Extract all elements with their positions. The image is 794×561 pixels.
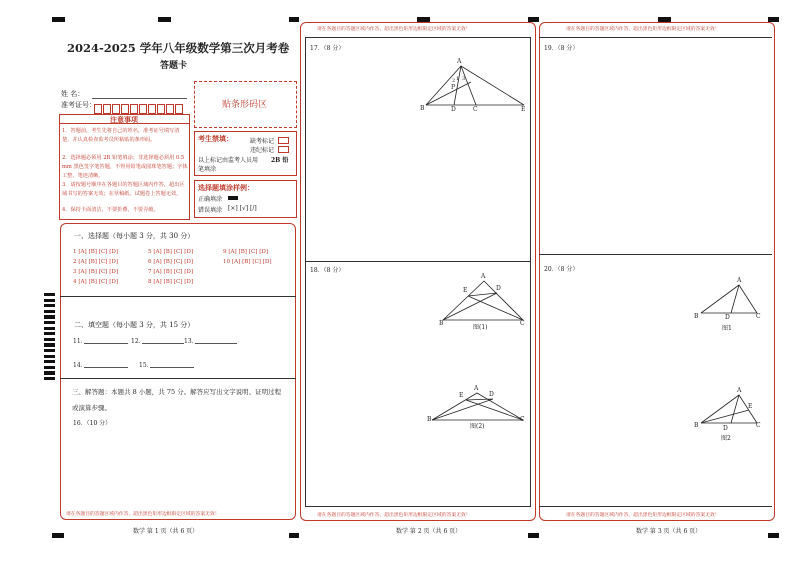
point-label: A bbox=[481, 273, 486, 280]
status-note: 以上标记由监考人员用 bbox=[198, 157, 259, 164]
q17-segment-bp bbox=[426, 82, 471, 105]
point-label: C bbox=[756, 313, 761, 320]
point-label: B bbox=[694, 313, 699, 320]
notice-item: 2．选择题必须用 2B 铅笔填涂；非选择题必须用 0.5 mm 黑色签字笔答题，不得用铅笔或圆珠笔答题；字体工整、笔迹清晰。 bbox=[62, 155, 188, 179]
q20-label: 20．（8 分） bbox=[544, 266, 579, 273]
fill-q15-label: 15． bbox=[139, 362, 153, 369]
notice-item: 1．答题前，考生先将自己的姓名，准考证号填写清楚，并认真检查监考员所粘贴的条形码。 bbox=[62, 128, 180, 143]
angle-label: 3 bbox=[462, 76, 466, 82]
wrong-fill-marks: [×] [√] [/] bbox=[228, 205, 257, 212]
q19-label: 19．（8 分） bbox=[544, 45, 579, 52]
notice-item: 4．保持卡面清洁，不要折叠、不要弄破。 bbox=[62, 207, 159, 213]
q20-box[interactable] bbox=[539, 255, 772, 507]
point-label: C bbox=[756, 422, 761, 429]
warning-text: 请在各题目的答题区域内作答，超出黑色矩形边框限定区域的答案无效！ bbox=[566, 27, 720, 32]
choice-q7[interactable]: 7 [A] [B] [C] [D] bbox=[148, 269, 194, 275]
q16-label: 16．（10 分） bbox=[73, 420, 112, 427]
point-label: D bbox=[725, 314, 730, 321]
figure-caption: 图2 bbox=[721, 435, 731, 442]
angle-label: 1 bbox=[456, 76, 460, 82]
choice-q2[interactable]: 2 [A] [B] [C] [D] bbox=[73, 259, 119, 265]
fill-title: 二、填空题（每小题 3 分，共 15 分） bbox=[74, 321, 195, 329]
figure-caption: 图(1) bbox=[473, 324, 488, 331]
point-label: C bbox=[520, 320, 525, 327]
page-footer: 数学 第 3 页（共 6 页） bbox=[636, 528, 702, 535]
q18-label: 18．（8 分） bbox=[310, 267, 345, 274]
solve-title-cont: 或演算步骤。 bbox=[72, 404, 111, 412]
point-label: E bbox=[459, 392, 464, 399]
point-label: D bbox=[723, 425, 728, 432]
name-label: 姓 名： bbox=[61, 90, 85, 98]
point-label: B bbox=[694, 422, 699, 429]
point-label: C bbox=[473, 106, 478, 113]
warning-text: 请在各题目的答题区域内作答，超出黑色矩形边框限定区域的答案无效！ bbox=[566, 513, 720, 518]
solve-title: 三、解答题：本题共 8 小题，共 75 分。解答应写出文字说明、证明过程 bbox=[72, 388, 282, 396]
fill-q11-label: 11． bbox=[73, 338, 87, 345]
point-label: D bbox=[496, 285, 501, 292]
exam-status-label: 考生禁填： bbox=[198, 134, 233, 143]
status-note-end: 笔填涂 bbox=[198, 166, 217, 173]
choice-q3[interactable]: 3 [A] [B] [C] [D] bbox=[73, 269, 119, 275]
q19-box[interactable] bbox=[539, 37, 772, 255]
choice-q4[interactable]: 4 [A] [B] [C] [D] bbox=[73, 279, 119, 285]
id-label: 准考证号： bbox=[61, 101, 96, 109]
absent-label: 缺考标记 bbox=[250, 138, 275, 145]
point-label: E bbox=[748, 403, 753, 410]
warning-text: 请在各题目的答题区域内作答，超出黑色矩形边框限定区域的答案无效！ bbox=[317, 27, 471, 32]
page-title: 2024-2025 学年八年级数学第三次月考卷 bbox=[67, 41, 290, 55]
wrong-fill-label: 错误填涂 bbox=[198, 207, 223, 214]
choice-q1[interactable]: 1 [A] [B] [C] [D] bbox=[73, 249, 119, 255]
fill-sample-title: 选择题填涂样例： bbox=[198, 183, 254, 192]
notice-title: 注意事项 bbox=[110, 115, 138, 124]
notice-item: 3．请按题号顺序在各题目的答题区域内作答，超出区域书写的答案无效；在草稿纸、试题卷上答题无效。 bbox=[62, 182, 185, 197]
fill-q12-label: 12． bbox=[131, 338, 145, 345]
angle-label: 2 bbox=[452, 78, 456, 84]
q17-segment-ae bbox=[461, 66, 524, 105]
point-label: E bbox=[521, 106, 526, 113]
point-label: C bbox=[520, 416, 525, 423]
choice-q10[interactable]: 10 [A] [B] [C] [D] bbox=[223, 259, 272, 265]
page-footer: 数学 第 1 页（共 6 页） bbox=[133, 528, 199, 535]
point-label: A bbox=[474, 385, 479, 392]
point-label: B bbox=[427, 416, 432, 423]
q17-label: 17．（8 分） bbox=[310, 45, 345, 52]
point-label: B bbox=[420, 105, 425, 112]
fill-q13-label: 13． bbox=[184, 338, 198, 345]
q18-fig2-outline bbox=[432, 393, 523, 420]
warning-text: 请在各题目的答题区域内作答，超出黑色矩形边框限定区域的答案无效！ bbox=[66, 512, 220, 517]
cheat-label: 违纪标记 bbox=[250, 147, 275, 154]
choice-q6[interactable]: 6 [A] [B] [C] [D] bbox=[148, 259, 194, 265]
q18-fig1-cd bbox=[468, 296, 523, 320]
correct-fill-label: 正确填涂 bbox=[198, 196, 223, 203]
point-label: D bbox=[489, 391, 494, 398]
point-label: A bbox=[737, 387, 742, 394]
point-label: A bbox=[457, 58, 462, 65]
page-footer: 数学 第 2 页（共 6 页） bbox=[396, 528, 462, 535]
warning-text: 请在各题目的答题区域内作答，超出黑色矩形边框限定区域的答案无效！ bbox=[317, 513, 471, 518]
point-label: P bbox=[451, 84, 456, 91]
q17-segment-ad bbox=[454, 66, 461, 105]
page-subtitle: 答题卡 bbox=[160, 61, 188, 71]
point-label: E bbox=[463, 287, 468, 294]
point-label: D bbox=[451, 106, 456, 113]
status-note-bold: 2B 铅 bbox=[271, 157, 289, 164]
point-label: A bbox=[737, 277, 742, 284]
point-label: B bbox=[439, 320, 444, 327]
figure-caption: 图1 bbox=[722, 325, 732, 332]
fill-q14-label: 14． bbox=[73, 362, 87, 369]
figure-caption: 图(2) bbox=[470, 423, 485, 430]
choice-title: 一、选择题（每小题 3 分，共 30 分） bbox=[74, 232, 195, 240]
choice-q9[interactable]: 9 [A] [B] [C] [D] bbox=[223, 249, 269, 255]
barcode-label: 贴条形码区 bbox=[222, 100, 268, 110]
choice-q5[interactable]: 5 [A] [B] [C] [D] bbox=[148, 249, 194, 255]
choice-q8[interactable]: 8 [A] [B] [C] [D] bbox=[148, 279, 194, 285]
